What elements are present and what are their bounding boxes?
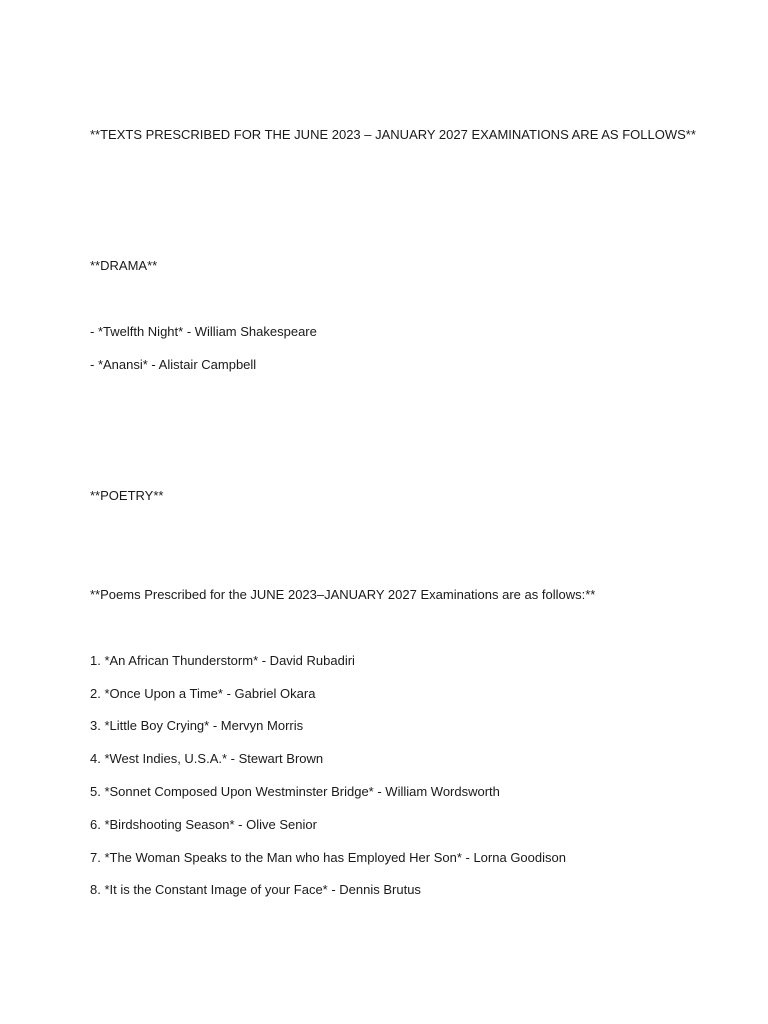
poem-list-item: 5. *Sonnet Composed Upon Westminster Bridge* - William Wordsworth [90,784,500,799]
poem-list-item: 6. *Birdshooting Season* - Olive Senior [90,817,317,832]
poem-list-item: 8. *It is the Constant Image of your Face* - Dennis Brutus [90,882,421,897]
poetry-section-title: **POETRY** [90,488,164,503]
poem-list-item: 3. *Little Boy Crying* - Mervyn Morris [90,718,304,733]
poetry-intro: **Poems Prescribed for the JUNE 2023–JANUARY 2027 Examinations are as follows:** [90,587,596,602]
poem-list-item: 4. *West Indies, U.S.A.* - Stewart Brown [90,751,324,766]
document-heading: **TEXTS PRESCRIBED FOR THE JUNE 2023 – JANUARY 2027 EXAMINATIONS ARE AS FOLLOWS** [90,127,696,142]
drama-item: - *Anansi* - Alistair Campbell [90,357,257,372]
poem-list-item: 1. *An African Thunderstorm* - David Rubadiri [90,653,355,668]
drama-section-title: **DRAMA** [90,258,158,273]
drama-item: - *Twelfth Night* - William Shakespeare [90,324,317,339]
poem-list-item: 2. *Once Upon a Time* - Gabriel Okara [90,686,316,701]
poem-list-item: 7. *The Woman Speaks to the Man who has Employed Her Son* - Lorna Goodison [90,850,566,865]
